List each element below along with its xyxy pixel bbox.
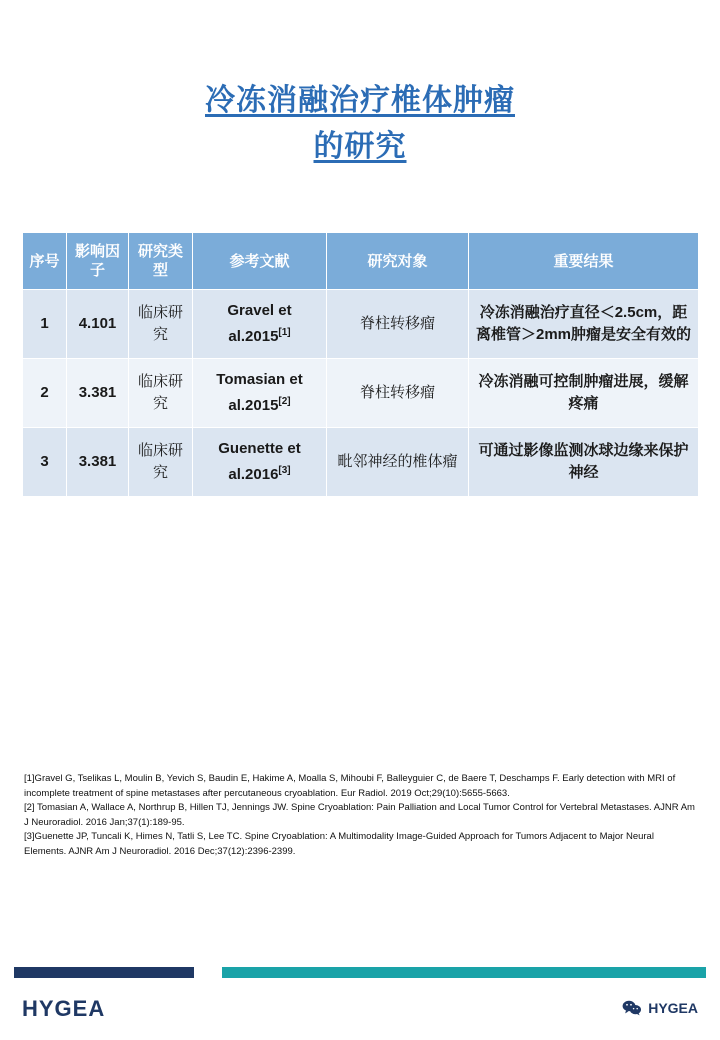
title-line-1: 冷冻消融治疗椎体肿瘤 — [205, 84, 515, 117]
column-header-reference: 参考文献 — [193, 233, 327, 290]
cell-result: 可通过影像监测冰球边缘来保护神经 — [469, 428, 699, 497]
title-line-2: 的研究 — [313, 130, 407, 163]
reference-text: Tomasian et al.2015 — [216, 371, 303, 414]
cell-reference — [193, 290, 327, 359]
table-row — [23, 290, 699, 359]
table-header-row — [23, 233, 699, 290]
cell-study-type: 临床研究 — [129, 359, 193, 428]
cell-no: 2 — [23, 359, 67, 428]
reference-superscript: [1] — [278, 327, 291, 338]
reference-item-3: [3]Guenette JP, Tuncali K, Himes N, Tatli S, Lee TC. Spine Cryoablation: A Multimodality Image-Guided Approach for Tumors Adjacent to Major Neural Elements. AJNR Am J Neuroradiol. 2016 Dec;37(12):2396-2399. — [24, 831, 654, 857]
cell-result: 冷冻消融可控制肿瘤进展，缓解疼痛 — [469, 359, 699, 428]
reference-item-2: [2] Tomasian A, Wallace A, Northrup B, Hillen TJ, Jennings JW. Spine Cryoablation: Pain Palliation and Local Tumor Control for Vertebral Metastases. AJNR Am J Neuroradiol. 2016 Jan;37(1):189-95. — [24, 802, 695, 828]
wechat-account — [622, 1000, 698, 1016]
reference-text: Gravel et al.2015 — [227, 302, 292, 345]
column-header-subjects: 研究对象 — [327, 233, 469, 290]
footer-brand: HYGEA — [22, 996, 106, 1021]
table-row — [23, 359, 699, 428]
cell-study-type: 临床研究 — [129, 290, 193, 359]
reference-item-1: [1]Gravel G, Tselikas L, Moulin B, Yevich S, Baudin E, Hakime A, Moalla S, Mihoubi F, Balleyguier C, de Baere T, Deschamps F. Early detection with MRI of incomplete treatment of spine metastases after percutaneous cryoablation. Eur Radiol. 2019 Oct;29(10):5655-5663. — [24, 773, 676, 799]
cell-subjects: 毗邻神经的椎体瘤 — [327, 428, 469, 497]
cell-impact-factor: 3.381 — [67, 359, 129, 428]
studies-table — [22, 232, 699, 497]
footer-bar-teal-segment — [222, 967, 706, 978]
column-header-no: 序号 — [23, 233, 67, 290]
table-row — [23, 428, 699, 497]
column-header-result: 重要结果 — [469, 233, 699, 290]
references-block — [24, 772, 696, 859]
cell-study-type: 临床研究 — [129, 428, 193, 497]
wechat-label: HYGEA — [648, 1000, 698, 1016]
reference-superscript: [3] — [278, 465, 291, 476]
page-title — [0, 78, 720, 170]
footer-bar-navy-segment — [14, 967, 194, 978]
wechat-icon — [622, 1000, 642, 1016]
cell-subjects: 脊柱转移瘤 — [327, 290, 469, 359]
cell-reference — [193, 359, 327, 428]
footer-bar-gap — [194, 967, 222, 978]
cell-impact-factor: 4.101 — [67, 290, 129, 359]
reference-superscript: [2] — [278, 396, 291, 407]
column-header-impact-factor: 影响因子 — [67, 233, 129, 290]
cell-no: 1 — [23, 290, 67, 359]
cell-subjects: 脊柱转移瘤 — [327, 359, 469, 428]
studies-table-wrapper — [22, 232, 698, 497]
cell-reference — [193, 428, 327, 497]
cell-no: 3 — [23, 428, 67, 497]
cell-result: 冷冻消融治疗直径＜2.5cm，距离椎管＞2mm肿瘤是安全有效的 — [469, 290, 699, 359]
footer-divider-bar — [14, 967, 706, 978]
cell-impact-factor: 3.381 — [67, 428, 129, 497]
reference-text: Guenette et al.2016 — [218, 440, 301, 483]
column-header-study-type: 研究类型 — [129, 233, 193, 290]
